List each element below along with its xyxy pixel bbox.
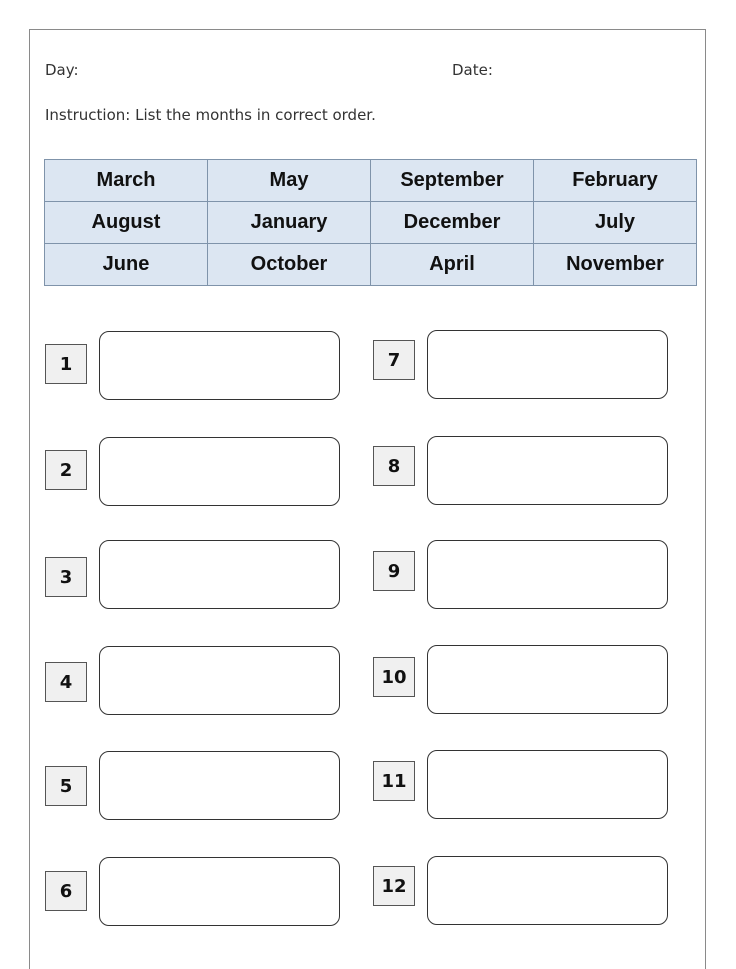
answer-number: 9: [373, 551, 415, 591]
month-cell: October: [208, 244, 371, 286]
month-cell: July: [534, 202, 697, 244]
answer-number: 10: [373, 657, 415, 697]
month-cell: September: [371, 160, 534, 202]
answer-box-7[interactable]: [427, 330, 668, 399]
month-cell: June: [45, 244, 208, 286]
month-cell: March: [45, 160, 208, 202]
instruction-text: Instruction: List the months in correct order.: [45, 106, 376, 124]
worksheet-page: [29, 29, 706, 969]
answer-number: 4: [45, 662, 87, 702]
answer-box-12[interactable]: [427, 856, 668, 925]
month-cell: December: [371, 202, 534, 244]
month-cell: May: [208, 160, 371, 202]
answer-box-11[interactable]: [427, 750, 668, 819]
months-table: [44, 159, 697, 286]
answer-box-6[interactable]: [99, 857, 340, 926]
day-label: Day:: [45, 61, 79, 79]
month-cell: January: [208, 202, 371, 244]
month-cell: February: [534, 160, 697, 202]
answer-number: 7: [373, 340, 415, 380]
answer-number: 6: [45, 871, 87, 911]
answer-number: 1: [45, 344, 87, 384]
answer-box-8[interactable]: [427, 436, 668, 505]
answer-box-1[interactable]: [99, 331, 340, 400]
months-row: [45, 244, 697, 286]
date-label: Date:: [452, 61, 493, 79]
months-row: [45, 160, 697, 202]
month-cell: November: [534, 244, 697, 286]
answer-number: 2: [45, 450, 87, 490]
answer-number: 3: [45, 557, 87, 597]
answer-number: 12: [373, 866, 415, 906]
month-cell: April: [371, 244, 534, 286]
answer-box-3[interactable]: [99, 540, 340, 609]
month-cell: August: [45, 202, 208, 244]
answer-box-4[interactable]: [99, 646, 340, 715]
months-row: [45, 202, 697, 244]
answer-box-5[interactable]: [99, 751, 340, 820]
answer-number: 11: [373, 761, 415, 801]
answer-box-10[interactable]: [427, 645, 668, 714]
answer-box-2[interactable]: [99, 437, 340, 506]
answer-number: 8: [373, 446, 415, 486]
answer-box-9[interactable]: [427, 540, 668, 609]
answer-number: 5: [45, 766, 87, 806]
